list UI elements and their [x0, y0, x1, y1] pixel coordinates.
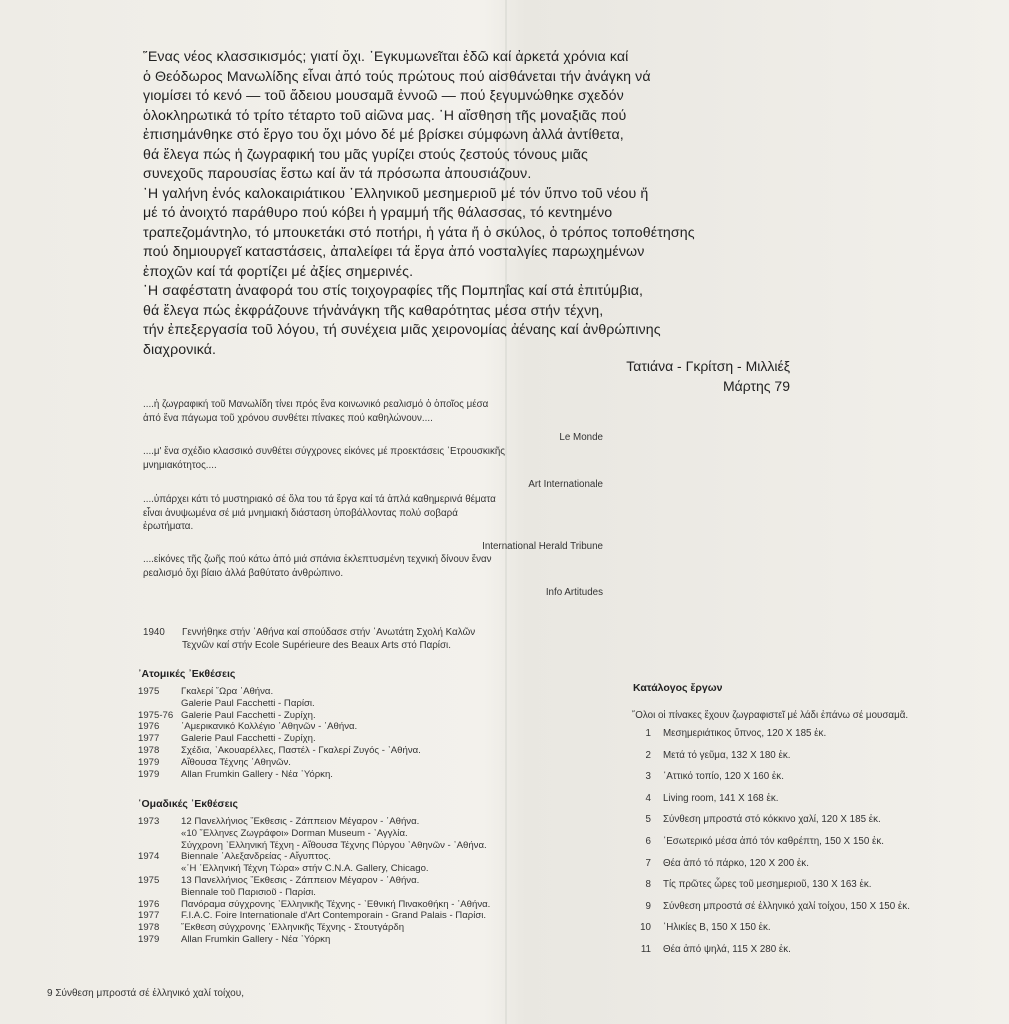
list-item	[138, 769, 558, 781]
item-title: Τίς πρῶτες ὧρες τοῦ μεσημεριοῦ, 130 X 163 ἑκ.	[663, 879, 872, 891]
quote-line: ....μ' ἕνα σχέδιο κλασσικό συνθέτει σύγχρονες εἰκόνες μέ προεκτάσεις ᾽Ετρουσκικῆς	[143, 446, 506, 457]
list-item	[138, 816, 558, 828]
catalogue-item	[633, 943, 973, 965]
item-number: 4	[645, 792, 651, 804]
catalogue-item	[633, 835, 973, 857]
item-title: ῾Ηλικίες Β, 150 X 150 ἑκ.	[663, 922, 771, 934]
bio-line: Τεχνῶν καί στήν Ecole Supérieure des Beaux Arts στό Παρίσι.	[182, 639, 451, 651]
year: 1976	[138, 721, 160, 733]
year: 1979	[138, 768, 160, 780]
exhibition: Πανόραμα σύγχρονης ᾽Ελληνικῆς Τέχνης - ᾽Εθνική Πινακοθήκη - ᾽Αθήνα.	[181, 898, 491, 910]
solo-exhibitions-heading: ᾽Ατομικές ᾽Εκθέσεις	[138, 668, 236, 680]
list-item	[138, 733, 558, 745]
item-number: 11	[640, 943, 651, 955]
list-item	[138, 887, 558, 899]
item-number: 10	[640, 922, 651, 934]
quote-line: μνημιακότητος....	[143, 459, 217, 471]
quote-line: ....εἰκόνες τῆς ζωῆς πού κάτω ἀπό μιά σπάνια ἐκλεπτυσμένη τεχνική δίνουν ἕναν	[143, 554, 492, 565]
quote-line: ἐρωτήματα.	[143, 521, 194, 532]
item-title: ᾽Αττικό τοπίο, 120 X 160 ἑκ.	[663, 771, 784, 783]
year: 1977	[138, 733, 160, 745]
intro-line: ῾Η γαλήνη ἑνός καλοκαιριάτικου ῾Ελληνικοῦ μεσημεριοῦ μέ τόν ὕπνο τοῦ νέου ἤ	[143, 185, 649, 202]
list-item	[138, 710, 558, 722]
catalogue-item	[633, 813, 973, 835]
intro-line: τραπεζομάντηλο, τό μπουκετάκι στό ποτήρι, ἡ γάτα ἤ ὁ σκύλος, ὁ τρόπος τοποθέτησης	[143, 224, 695, 241]
intro-line: ἐπισημάνθηκε στό ἔργο του ὄχι μόνο δέ μέ βρίσκει σύμφωνη ἀλλά ἀντίθετα,	[143, 127, 624, 143]
year	[138, 840, 181, 852]
item-title: Σύνθεση μπροστά σέ ἑλληνικό χαλί τοίχου, 150 X 150 ἑκ.	[663, 900, 910, 912]
item-title: Θέα ἀπό τό πάρκο, 120 X 200 ἑκ.	[663, 857, 809, 869]
exhibition: Allan Frumkin Gallery - Νέα ῾Υόρκη.	[181, 768, 333, 780]
press-quote-herald-tribune	[143, 493, 603, 553]
list-item	[138, 840, 558, 852]
year: 1978	[138, 922, 160, 934]
year	[138, 698, 181, 710]
quote-line: ....ἡ ζωγραφική τοῦ Μανωλίδη τίνει πρός ἕνα κοινωνικό ρεαλισμό ὁ ὁποῖος μέσα	[143, 399, 489, 410]
solo-exhibitions-list	[138, 686, 558, 780]
quote-line: εἶναι ἀνυψωμένα σέ μιά μνημιακή διάσταση ὑποβάλλοντας πολύ σοβαρά	[143, 507, 458, 519]
year: 1979	[138, 756, 160, 768]
figure-caption: 9 Σύνθεση μπροστά σέ ἑλληνικό χαλί τοίχου,	[47, 988, 244, 999]
catalogue-item	[633, 792, 973, 814]
group-exhibitions-heading: ῾Ομαδικές ᾽Εκθέσεις	[138, 798, 238, 810]
intro-line: ῞Ενας νέος κλασσικισμός; γιατί ὄχι. ᾽Εγκυμωνεῖται ἐδῶ καί ἀρκετά χρόνια καί	[143, 49, 629, 65]
list-item	[138, 899, 558, 911]
birth-year: 1940	[143, 627, 165, 638]
year: 1979	[138, 933, 160, 945]
list-item	[138, 686, 558, 698]
catalogue-item	[633, 770, 973, 792]
exhibition: «῾Η ᾽Ελληνική Τέχνη Τώρα» στήν C.N.A. Gallery, Chicago.	[181, 863, 429, 875]
exhibition: Biennale τοῦ Παρισιοῦ - Παρίσι.	[181, 886, 316, 898]
bio-line: Γεννήθηκε στήν ᾽Αθήνα καί σπούδασε στήν ᾽Ανωτάτη Σχολή Καλῶν	[182, 627, 476, 638]
exhibition: 13 Πανελλήνιος ῎Εκθεσις - Ζάππειον Μέγαρον - ᾽Αθήνα.	[181, 874, 420, 886]
item-number: 1	[645, 728, 651, 739]
year: 1973	[138, 816, 160, 827]
signature	[560, 356, 790, 396]
press-quote-art-internationale	[143, 445, 603, 492]
exhibition: ᾽Αμερικανικό Κολλέγιο ᾽Αθηνῶν - ᾽Αθήνα.	[181, 721, 358, 733]
exhibition: Αἴθουσα Τέχνης ᾽Αθηνῶν.	[181, 756, 291, 768]
year	[138, 887, 181, 899]
list-item	[138, 721, 558, 733]
list-item	[138, 851, 558, 863]
exhibition: Galerie Paul Facchetti - Ζυρίχη.	[181, 733, 316, 745]
year	[138, 863, 181, 875]
quote-line: ρεαλισμό ὄχι βίαιο ἀλλά βαθύτατο ἀνθρώπινο.	[143, 567, 344, 579]
item-title: Σύνθεση μπροστά στό κόκκινο χαλί, 120 X 185 ἑκ.	[663, 814, 881, 826]
intro-line: πού δημιουργεῖ καταστάσεις, ἀπαλείφει τά ἔργα ἀπό νοσταλγίες παρωχημένων	[143, 244, 645, 260]
quote-line: ἀπό ἕνα πάγωμα τοῦ χρόνου συνθέτει πίνακες πού καθηλώνουν....	[143, 412, 433, 424]
exhibition: F.I.A.C. Foire Internationale d'Art Contemporain - Grand Palais - Παρίσι.	[181, 910, 487, 922]
intro-line: ἐποχῶν καί τά φορτίζει μέ ἀξίες σημερινές.	[143, 263, 414, 280]
intro-line: διαχρονικά.	[143, 341, 217, 358]
exhibition: Galerie Paul Facchetti - Παρίσι.	[181, 697, 315, 709]
group-exhibitions-list	[138, 816, 558, 946]
quote-source: International Herald Tribune	[482, 540, 603, 552]
item-title: ᾽Εσωτερικό μέσα ἀπό τόν καθρέπτη, 150 X 150 ἑκ.	[663, 835, 884, 847]
list-item	[138, 828, 558, 840]
signature-date: Μάρτης 79	[722, 378, 790, 394]
year: 1976	[138, 898, 160, 910]
catalogue-item	[633, 900, 973, 922]
list-item	[138, 922, 558, 934]
intro-line: θά ἔλεγα πώς ἐκφράζουνε τήνἀνάγκη τῆς καθαρότητας μέσα στήν τέχνη,	[143, 302, 604, 319]
item-title: Μετά τό γεῦμα, 132 X 180 ἑκ.	[663, 749, 791, 761]
exhibition: Γκαλερί ῞Ωρα ᾽Αθήνα.	[181, 686, 274, 697]
catalogue-item	[633, 749, 973, 771]
exhibition: Σύγχρονη ᾽Ελληνική Τέχνη - Αἴθουσα Τέχνης Πύργου ᾽Αθηνῶν - ᾽Αθήνα.	[181, 839, 487, 851]
exhibition: Σχέδια, ᾽Ακουαρέλλες, Παστέλ - Γκαλερί Ζυγός - ᾽Αθήνα.	[181, 744, 421, 756]
intro-line: ὁλοκληρωτικά τό τρίτο τέταρτο τοῦ αἰῶνα μας. ῾Η αἴσθηση τῆς μοναξιᾶς πού	[143, 107, 627, 124]
press-quote-le-monde	[143, 398, 603, 445]
item-number: 9	[645, 900, 651, 912]
intro-line: τήν ἐπεξεργασία τοῦ λόγου, τή συνέχεια μιᾶς χειρονομίας ἀέναης καί ἀνθρώπινης	[143, 322, 661, 338]
press-quote-info-artitudes	[143, 553, 603, 600]
list-item	[138, 757, 558, 769]
quote-source: Le Monde	[559, 432, 603, 443]
item-number: 3	[645, 771, 651, 783]
exhibition: Biennale ᾽Αλεξανδρείας - Αἴγυπτος.	[181, 851, 331, 863]
intro-line: μέ τό ἀνοιχτό παράθυρο πού κόβει ἡ γραμμή τῆς θάλασσας, τό κεντημένο	[143, 205, 613, 221]
year: 1977	[138, 910, 160, 922]
exhibition: 12 Πανελλήνιος ῎Εκθεσις - Ζάππειον Μέγαρον - ᾽Αθήνα.	[181, 816, 420, 827]
year	[138, 828, 181, 840]
item-number: 6	[645, 835, 651, 847]
catalogue-note: ῞Ολοι οἱ πίνακες ἔχουν ζωγραφιστεῖ μέ λάδι ἐπάνω σέ μουσαμᾶ.	[632, 710, 909, 721]
intro-line: θά ἔλεγα πώς ἡ ζωγραφική του μᾶς γυρίζει στούς ζεστούς τόνους μιᾶς	[143, 146, 588, 163]
quote-source: Art Internationale	[528, 479, 603, 490]
catalogue-item	[633, 857, 973, 879]
exhibition: ῎Εκθεση σύγχρονης ᾽Ελληνικῆς Τέχνης - Στουτγάρδη	[181, 922, 405, 934]
catalogue-heading: Κατάλογος ἔργων	[633, 682, 723, 694]
list-item	[138, 745, 558, 757]
catalogue-item	[633, 727, 973, 749]
item-title: Living room, 141 X 168 ἑκ.	[663, 792, 779, 804]
author-name: Τατιάνα - Γκρίτση - Μιλλιέξ	[626, 358, 790, 374]
intro-line: ῾Η σαφέστατη ἀναφορά του στίς τοιχογραφίες τῆς Πομπηΐας καί στά ἐπιτύμβια,	[143, 283, 644, 299]
catalogue-item	[633, 921, 973, 943]
list-item	[138, 934, 558, 946]
catalogue-item	[633, 878, 973, 900]
item-number: 8	[645, 879, 651, 891]
item-title: Μεσημεριάτικος ὕπνος, 120 X 185 ἑκ.	[663, 728, 827, 739]
list-item	[138, 698, 558, 710]
catalogue-list	[633, 727, 973, 965]
intro-line: συνεχοῦς παρουσίας ἔστω καί ἄν τά πρόσωπα ἀπουσιάζουν.	[143, 166, 532, 182]
exhibition: Galerie Paul Facchetti - Ζυρίχη.	[181, 709, 316, 721]
intro-essay	[143, 48, 743, 360]
list-item	[138, 875, 558, 887]
intro-line: γιομίσει τό κενό — τοῦ ἄδειου μουσαμᾶ ἐννοῶ — πού ξεγυμνώθηκε σχεδόν	[143, 88, 624, 104]
list-item	[138, 910, 558, 922]
item-number: 7	[645, 857, 651, 869]
year: 1975	[138, 874, 160, 886]
year: 1974	[138, 851, 160, 863]
year: 1978	[138, 744, 160, 756]
quote-line: ....ὑπάρχει κάτι τό μυστηριακό σέ ὅλα του τά ἔργα καί τά ἁπλά καθημερινά θέματα	[143, 494, 496, 505]
item-number: 2	[645, 749, 651, 761]
year: 1975-76	[138, 709, 174, 721]
item-title: Θέα ἀπό ψηλά, 115 X 280 ἑκ.	[663, 943, 791, 955]
quote-source: Info Artitudes	[545, 587, 603, 598]
intro-line: ὁ Θεόδωρος Μανωλίδης εἶναι ἀπό τούς πρώτους πού αἰσθάνεται τήν ἀνάγκη νά	[143, 68, 651, 85]
biography	[143, 627, 543, 652]
item-number: 5	[645, 814, 651, 826]
exhibition: Allan Frumkin Gallery - Νέα ῾Υόρκη	[181, 933, 331, 945]
list-item	[138, 863, 558, 875]
exhibition: «10 ῞Ελληνες Ζωγράφοι» Dorman Museum - ᾽Αγγλία.	[181, 827, 408, 839]
year: 1975	[138, 686, 160, 697]
